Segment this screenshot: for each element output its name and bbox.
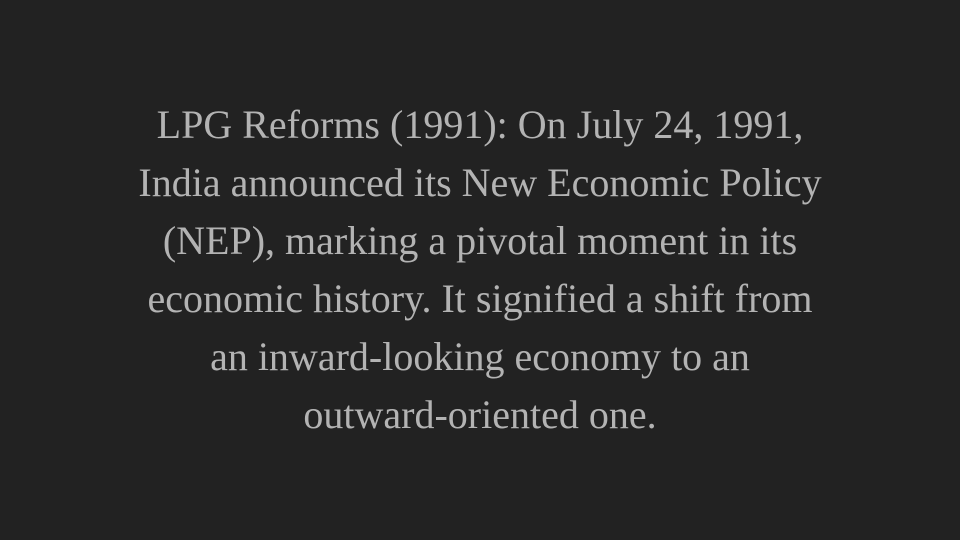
text-line-4: economic history. It signified a shift from (147, 276, 813, 321)
text-line-1: LPG Reforms (1991): On July 24, 1991, (156, 102, 804, 147)
text-line-3: (NEP), marking a pivotal moment in its (162, 218, 798, 263)
text-line-2: India announced its New Economic Policy (138, 160, 822, 205)
text-line-5: an inward-looking economy to an (210, 334, 750, 379)
slide-body-text (80, 96, 880, 444)
text-line-6: outward-oriented one. (303, 392, 657, 437)
